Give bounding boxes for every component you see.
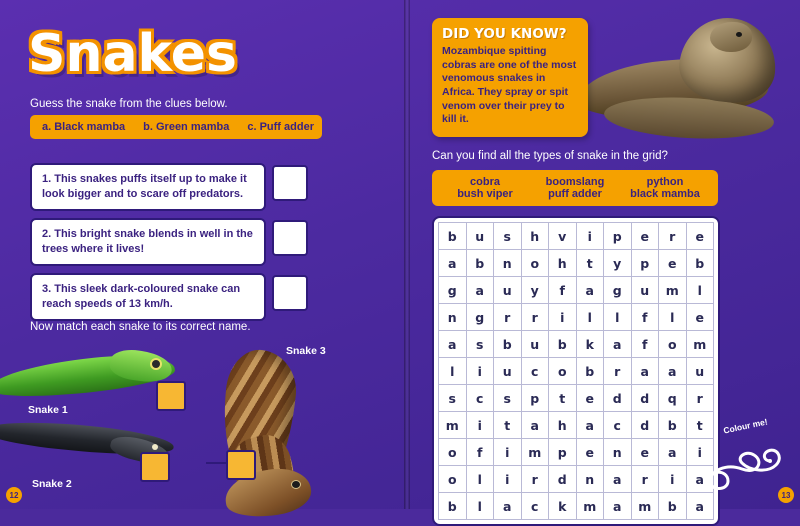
- snake-eye-shape: [150, 358, 162, 370]
- word-search-grid[interactable]: [432, 216, 720, 526]
- clue-3: 3. This sleek dark-coloured snake can reach speeds of 13 km/h.: [30, 273, 266, 321]
- match-line-snake-3: [206, 462, 228, 464]
- grid-cell[interactable]: e: [686, 223, 714, 250]
- word-cobra: cobra: [470, 176, 500, 188]
- did-you-know-heading: DID YOU KNOW?: [442, 26, 567, 42]
- instruction-wordsearch: Can you find all the types of snake in the grid?: [432, 150, 668, 162]
- grid-cell[interactable]: n: [604, 439, 632, 466]
- grid-cell[interactable]: q: [659, 385, 687, 412]
- photo-label-snake-2: Snake 2: [32, 478, 72, 490]
- grid-row: [439, 223, 714, 250]
- grid-cell[interactable]: a: [604, 466, 632, 493]
- grid-cell[interactable]: m: [659, 277, 687, 304]
- instruction-guess: Guess the snake from the clues below.: [30, 98, 228, 110]
- grid-cell[interactable]: e: [576, 385, 604, 412]
- grid-cell[interactable]: u: [521, 331, 549, 358]
- grid-cell[interactable]: a: [604, 331, 632, 358]
- grid-row: [439, 277, 714, 304]
- grid-cell[interactable]: c: [521, 358, 549, 385]
- grid-cell[interactable]: h: [521, 223, 549, 250]
- grid-cell[interactable]: e: [576, 439, 604, 466]
- grid-cell[interactable]: n: [494, 250, 522, 277]
- grid-cell[interactable]: a: [659, 439, 687, 466]
- grid-cell[interactable]: h: [549, 412, 577, 439]
- grid-cell[interactable]: i: [494, 439, 522, 466]
- grid-cell[interactable]: l: [576, 304, 604, 331]
- grid-cell[interactable]: r: [521, 304, 549, 331]
- puff-adder-photo: [195, 350, 395, 509]
- cobra-eye-shape: [736, 32, 742, 37]
- grid-cell[interactable]: o: [549, 358, 577, 385]
- grid-cell[interactable]: r: [521, 466, 549, 493]
- grid-cell[interactable]: k: [549, 493, 577, 520]
- outline-snake-icon: [702, 439, 794, 495]
- grid-cell[interactable]: m: [521, 439, 549, 466]
- grid-row: [439, 385, 714, 412]
- grid-cell[interactable]: n: [576, 466, 604, 493]
- green-mamba-photo: [0, 345, 170, 420]
- grid-cell[interactable]: t: [549, 385, 577, 412]
- grid-cell[interactable]: d: [631, 385, 659, 412]
- grid-cell[interactable]: b: [439, 493, 467, 520]
- grid-row: [439, 412, 714, 439]
- did-you-know-text: Mozambique spitting cobras are one of the most venomous snakes in Africa. They spray or spit venom over their prey to kill it.: [442, 45, 577, 126]
- grid-cell[interactable]: m: [686, 331, 714, 358]
- clue-2: 2. This bright snake blends in well in the trees where it lives!: [30, 218, 266, 266]
- grid-cell[interactable]: r: [631, 466, 659, 493]
- grid-cell[interactable]: a: [576, 277, 604, 304]
- grid-cell[interactable]: a: [604, 493, 632, 520]
- grid-cell[interactable]: e: [631, 223, 659, 250]
- grid-cell[interactable]: s: [494, 223, 522, 250]
- grid-cell[interactable]: b: [439, 223, 467, 250]
- grid-cell[interactable]: g: [439, 277, 467, 304]
- answer-options-bar: [30, 115, 322, 139]
- match-box-snake-2[interactable]: [140, 452, 170, 482]
- word-bush-viper: bush viper: [457, 188, 513, 200]
- grid-cell[interactable]: u: [494, 277, 522, 304]
- grid-cell[interactable]: l: [659, 304, 687, 331]
- grid-cell[interactable]: f: [631, 331, 659, 358]
- grid-cell[interactable]: i: [494, 466, 522, 493]
- word-black-mamba: black mamba: [630, 188, 700, 200]
- word-list: [432, 170, 718, 206]
- grid-cell[interactable]: y: [521, 277, 549, 304]
- grid-cell[interactable]: b: [494, 331, 522, 358]
- grid-cell[interactable]: e: [659, 250, 687, 277]
- grid-cell[interactable]: o: [659, 331, 687, 358]
- grid-cell[interactable]: f: [466, 439, 494, 466]
- grid-cell[interactable]: g: [604, 277, 632, 304]
- grid-cell[interactable]: s: [439, 385, 467, 412]
- word-list-row-2: [440, 188, 710, 200]
- photo-label-snake-1: Snake 1: [28, 404, 68, 416]
- grid-cell[interactable]: u: [494, 358, 522, 385]
- grid-cell[interactable]: e: [631, 439, 659, 466]
- grid-cell[interactable]: t: [576, 250, 604, 277]
- grid-cell[interactable]: p: [521, 385, 549, 412]
- grid-cell[interactable]: a: [494, 493, 522, 520]
- snake-eye-shape: [152, 444, 158, 450]
- grid-cell[interactable]: y: [604, 250, 632, 277]
- instruction-match: Now match each snake to its correct name.: [30, 321, 251, 333]
- grid-cell[interactable]: a: [576, 412, 604, 439]
- grid-cell[interactable]: a: [439, 331, 467, 358]
- grid-row: [439, 250, 714, 277]
- grid-cell[interactable]: o: [521, 250, 549, 277]
- clue-1: 1. This snakes puffs itself up to make it look bigger and to scare off predators.: [30, 163, 266, 211]
- grid-cell[interactable]: m: [631, 493, 659, 520]
- answer-box-3[interactable]: [272, 275, 308, 311]
- grid-cell[interactable]: v: [549, 223, 577, 250]
- grid-cell[interactable]: o: [439, 439, 467, 466]
- grid-cell[interactable]: p: [631, 250, 659, 277]
- grid-cell[interactable]: p: [549, 439, 577, 466]
- option-a: a. Black mamba: [42, 121, 126, 133]
- grid-cell[interactable]: i: [576, 223, 604, 250]
- grid-row: [439, 493, 714, 520]
- grid-cell[interactable]: a: [521, 412, 549, 439]
- colour-me-illustration: [698, 416, 794, 495]
- grid-cell[interactable]: b: [466, 250, 494, 277]
- option-b: b. Green mamba: [143, 121, 230, 133]
- option-c: c. Puff adder: [247, 121, 314, 133]
- word-list-row-1: [440, 176, 710, 188]
- grid-cell[interactable]: b: [576, 358, 604, 385]
- word-python: python: [646, 176, 684, 188]
- match-box-snake-3[interactable]: [226, 450, 256, 480]
- grid-row: [439, 439, 714, 466]
- grid-row: [439, 358, 714, 385]
- grid-cell[interactable]: l: [604, 304, 632, 331]
- grid-cell[interactable]: b: [659, 493, 687, 520]
- grid-cell[interactable]: t: [494, 412, 522, 439]
- grid-cell[interactable]: b: [686, 250, 714, 277]
- letter-grid[interactable]: [438, 222, 714, 520]
- grid-row: [439, 304, 714, 331]
- word-puff-adder: puff adder: [548, 188, 602, 200]
- grid-cell[interactable]: h: [549, 250, 577, 277]
- page-number-right: 13: [778, 487, 794, 503]
- grid-cell[interactable]: i: [466, 412, 494, 439]
- grid-cell[interactable]: a: [659, 358, 687, 385]
- grid-cell[interactable]: l: [439, 358, 467, 385]
- page-number-left: 12: [6, 487, 22, 503]
- grid-cell[interactable]: m: [576, 493, 604, 520]
- grid-cell[interactable]: u: [466, 223, 494, 250]
- grid-cell[interactable]: n: [439, 304, 467, 331]
- photo-label-snake-3: Snake 3: [286, 345, 326, 357]
- grid-cell[interactable]: b: [659, 412, 687, 439]
- grid-cell[interactable]: r: [686, 385, 714, 412]
- colour-me-label: Colour me!: [722, 416, 769, 436]
- grid-cell[interactable]: c: [604, 412, 632, 439]
- grid-cell[interactable]: f: [549, 277, 577, 304]
- grid-cell[interactable]: l: [686, 277, 714, 304]
- grid-cell[interactable]: b: [549, 331, 577, 358]
- grid-cell[interactable]: o: [439, 466, 467, 493]
- grid-cell[interactable]: i: [466, 358, 494, 385]
- match-box-snake-1[interactable]: [156, 381, 186, 411]
- grid-cell[interactable]: c: [521, 493, 549, 520]
- grid-cell[interactable]: u: [686, 358, 714, 385]
- cobra-head-shape: [710, 22, 752, 52]
- grid-cell[interactable]: f: [631, 304, 659, 331]
- answer-box-1[interactable]: [272, 165, 308, 201]
- grid-cell[interactable]: i: [686, 439, 714, 466]
- grid-cell[interactable]: r: [659, 223, 687, 250]
- page-title: Snakes: [28, 24, 237, 84]
- grid-cell[interactable]: g: [466, 304, 494, 331]
- grid-cell[interactable]: t: [686, 412, 714, 439]
- grid-cell[interactable]: i: [549, 304, 577, 331]
- grid-cell[interactable]: a: [439, 250, 467, 277]
- grid-cell[interactable]: l: [466, 493, 494, 520]
- grid-cell[interactable]: e: [686, 304, 714, 331]
- grid-cell[interactable]: d: [549, 466, 577, 493]
- did-you-know-box: [432, 18, 588, 137]
- grid-row: [439, 331, 714, 358]
- grid-cell[interactable]: s: [494, 385, 522, 412]
- right-page: [408, 0, 800, 514]
- grid-cell[interactable]: a: [466, 277, 494, 304]
- left-page: [0, 0, 408, 509]
- word-boomslang: boomslang: [545, 176, 605, 188]
- grid-row: [439, 466, 714, 493]
- grid-cell[interactable]: d: [631, 412, 659, 439]
- grid-cell[interactable]: s: [466, 331, 494, 358]
- grid-cell[interactable]: u: [631, 277, 659, 304]
- grid-cell[interactable]: i: [659, 466, 687, 493]
- grid-cell[interactable]: a: [631, 358, 659, 385]
- cobra-photo: [584, 6, 794, 146]
- snake-eye-shape: [291, 480, 301, 489]
- answer-box-2[interactable]: [272, 220, 308, 256]
- grid-cell[interactable]: m: [439, 412, 467, 439]
- grid-cell[interactable]: d: [604, 385, 632, 412]
- grid-cell[interactable]: r: [494, 304, 522, 331]
- grid-cell[interactable]: k: [576, 331, 604, 358]
- grid-cell[interactable]: a: [686, 466, 714, 493]
- grid-cell[interactable]: p: [604, 223, 632, 250]
- grid-cell[interactable]: c: [466, 385, 494, 412]
- grid-cell[interactable]: r: [604, 358, 632, 385]
- grid-cell[interactable]: l: [466, 466, 494, 493]
- grid-cell[interactable]: a: [686, 493, 714, 520]
